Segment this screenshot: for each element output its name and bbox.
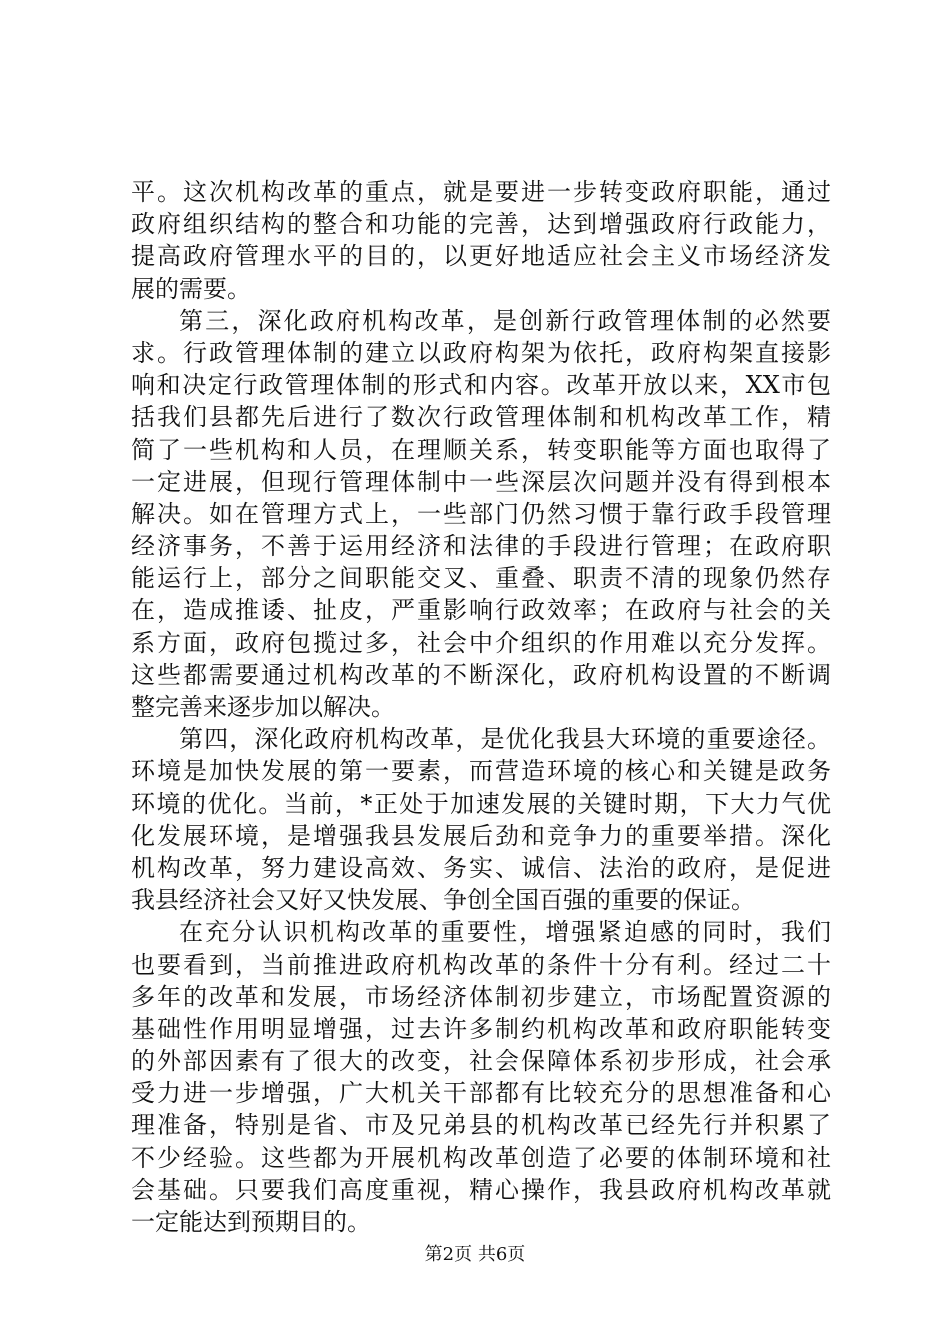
text-line: 展的需要。 [131, 274, 251, 303]
text-line: 的外部因素有了很大的改变，社会保障体系初步形成，社会承 [131, 1047, 831, 1076]
text-line: 系方面，政府包揽过多，社会中介组织的作用难以充分发挥。 [131, 628, 831, 657]
text-line: 经济事务，不善于运用经济和法律的手段进行管理；在政府职 [131, 532, 831, 561]
text-line: 括我们县都先后进行了数次行政管理体制和机构改革工作，精 [131, 403, 831, 432]
text-line: 化发展环境，是增强我县发展后劲和竞争力的重要举措。深化 [131, 821, 831, 850]
body-text [131, 176, 831, 1238]
text-line: 能运行上，部分之间职能交叉、重叠、职责不清的现象仍然存 [131, 564, 831, 593]
text-line: 受力进一步增强，广大机关干部都有比较充分的思想准备和心 [131, 1079, 831, 1108]
text-line: 也要看到，当前推进政府机构改革的条件十分有利。经过二十 [131, 950, 831, 979]
page-footer: 第2页 共6页 [424, 1244, 526, 1265]
text-line: 求。行政管理体制的建立以政府构架为依托，政府构架直接影 [131, 338, 831, 367]
text-line: 理准备，特别是省、市及兄弟县的机构改革已经先行并积累了 [131, 1111, 831, 1140]
text-line: 一定进展，但现行管理体制中一些深层次问题并没有得到根本 [131, 467, 831, 496]
text-line: 基础性作用明显增强，过去许多制约机构改革和政府职能转变 [131, 1014, 831, 1043]
text-line: 响和决定行政管理体制的形式和内容。改革开放以来，XX市包 [131, 371, 831, 400]
text-line: 平。这次机构改革的重点，就是要进一步转变政府职能，通过 [131, 178, 831, 206]
text-line: 这些都需要通过机构改革的不断深化，政府机构设置的不断调 [131, 660, 831, 689]
text-line: 在充分认识机构改革的重要性，增强紧迫感的同时，我们 [179, 918, 831, 947]
text-line: 环境的优化。当前，*正处于加速发展的关键时期，下大力气优 [131, 789, 831, 818]
text-line: 机构改革，努力建设高效、务实、诚信、法治的政府，是促进 [131, 853, 831, 882]
text-line: 整完善来逐步加以解决。 [131, 693, 395, 721]
text-line: 第四，深化政府机构改革，是优化我县大环境的重要途径。 [179, 725, 831, 754]
text-line: 解决。如在管理方式上，一些部门仍然习惯于靠行政手段管理 [131, 499, 831, 528]
text-line: 提高政府管理水平的目的，以更好地适应社会主义市场经济发 [131, 242, 831, 271]
text-line: 会基础。只要我们高度重视，精心操作，我县政府机构改革就 [131, 1175, 831, 1204]
text-line: 不少经验。这些都为开展机构改革创造了必要的体制环境和社 [131, 1143, 831, 1172]
text-line: 第三，深化政府机构改革，是创新行政管理体制的必然要 [179, 306, 831, 335]
text-line: 多年的改革和发展，市场经济体制初步建立，市场配置资源的 [131, 982, 831, 1011]
text-line: 政府组织结构的整合和功能的完善，达到增强政府行政能力， [131, 210, 831, 239]
text-line: 环境是加快发展的第一要素，而营造环境的核心和关键是政务 [131, 757, 831, 786]
text-line: 简了一些机构和人员，在理顺关系，转变职能等方面也取得了 [131, 435, 831, 464]
text-line: 一定能达到预期目的。 [131, 1208, 371, 1236]
text-line: 在，造成推诿、扯皮，严重影响行政效率；在政府与社会的关 [131, 596, 831, 625]
text-line: 我县经济社会又好又快发展、争创全国百强的重要的保证。 [131, 886, 755, 915]
